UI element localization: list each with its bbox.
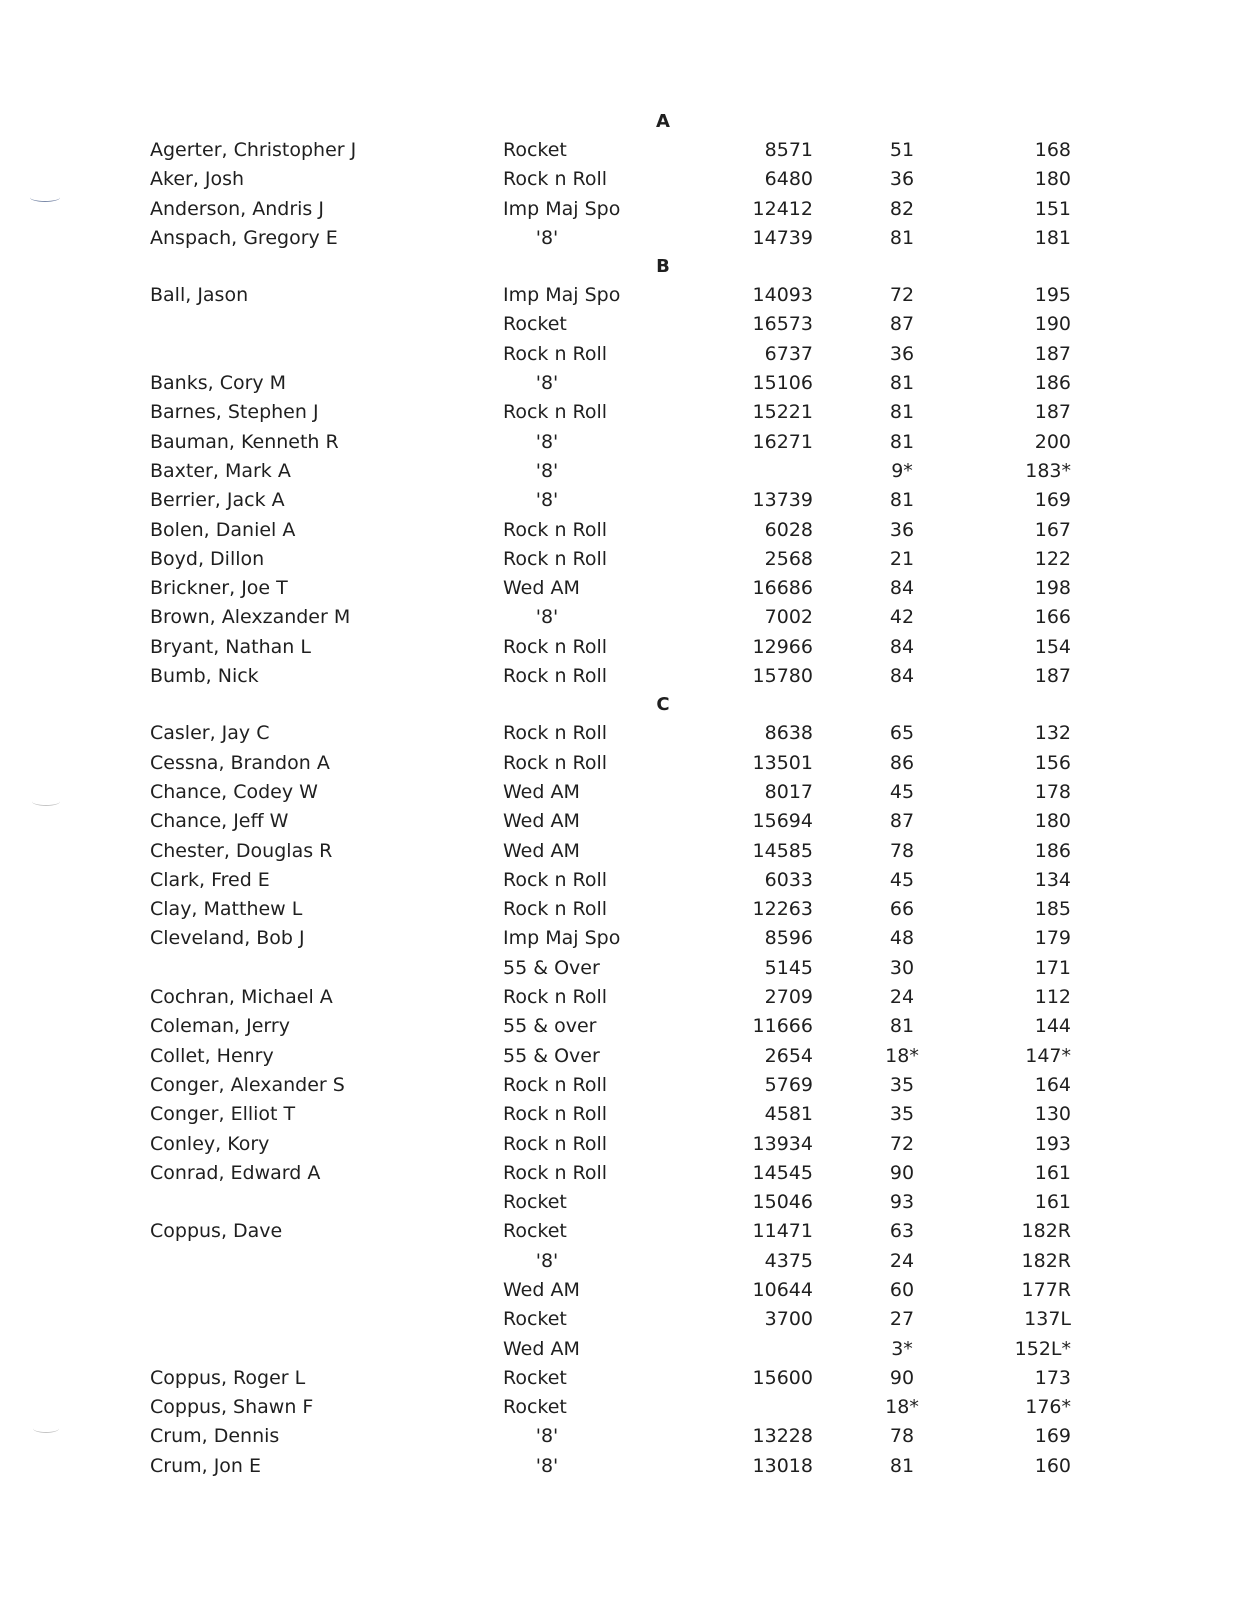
games-count: 93 <box>889 1191 915 1214</box>
league-name: Rock n Roll <box>503 986 608 1009</box>
league-name: Imp Maj Spo <box>503 927 621 950</box>
league-name: 55 & over <box>503 1015 597 1038</box>
league-name: Rocket <box>503 1220 567 1243</box>
total-pins: 11666 <box>752 1015 813 1038</box>
table-row <box>0 983 1245 1012</box>
games-count: 35 <box>889 1103 915 1126</box>
league-name: Rock n Roll <box>503 868 608 891</box>
bowler-name: Barnes, Stephen J <box>150 401 319 424</box>
league-name: Rocket <box>503 1366 567 1389</box>
total-pins: 8571 <box>764 139 813 161</box>
table-row <box>0 924 1245 953</box>
total-pins: 8017 <box>764 780 813 803</box>
league-name: Rock n Roll <box>503 168 608 191</box>
table-row <box>0 224 1245 253</box>
total-pins: 12412 <box>752 197 813 220</box>
total-pins: 8638 <box>764 722 813 745</box>
table-row <box>0 1012 1245 1041</box>
table-row <box>0 662 1245 691</box>
table-row <box>0 1100 1245 1129</box>
total-pins: 14093 <box>752 284 813 307</box>
bowler-name: Coppus, Roger L <box>150 1366 306 1389</box>
league-name: '8' <box>535 1425 559 1448</box>
league-name: Rocket <box>503 139 567 161</box>
table-row <box>0 136 1245 165</box>
games-count: 21 <box>889 547 915 570</box>
table-row <box>0 807 1245 836</box>
total-pins: 2568 <box>764 547 813 570</box>
bowler-name: Conger, Elliot T <box>150 1103 296 1126</box>
total-pins: 16686 <box>752 577 813 600</box>
games-count: 81 <box>889 1015 915 1038</box>
table-row <box>0 866 1245 895</box>
average-value: 144 <box>1034 1015 1071 1038</box>
total-pins: 15694 <box>752 810 813 833</box>
bowler-name: Banks, Cory M <box>150 372 287 395</box>
games-count: 90 <box>889 1366 915 1389</box>
table-row <box>0 1042 1245 1071</box>
games-count: 36 <box>889 518 915 541</box>
league-name: '8' <box>535 1454 559 1477</box>
games-count: 87 <box>889 313 915 336</box>
total-pins: 12966 <box>752 635 813 658</box>
bowler-name: Brickner, Joe T <box>150 577 288 600</box>
league-name: Rocket <box>503 1308 567 1331</box>
league-name: '8' <box>535 372 559 395</box>
table-row <box>0 749 1245 778</box>
average-value: 161 <box>1034 1191 1071 1214</box>
table-row <box>0 545 1245 574</box>
league-name: Rock n Roll <box>503 1103 608 1126</box>
table-row <box>0 516 1245 545</box>
average-value: 151 <box>1034 197 1071 220</box>
league-name: Rock n Roll <box>503 665 608 688</box>
table-row <box>0 1422 1245 1451</box>
total-pins: 14545 <box>752 1161 813 1184</box>
games-count: 87 <box>889 810 915 833</box>
table-row <box>0 1276 1245 1305</box>
bowler-name: Agerter, Christopher J <box>150 139 357 161</box>
average-value: 187 <box>1034 401 1071 424</box>
bowler-name: Bolen, Daniel A <box>150 518 296 541</box>
table-row <box>0 281 1245 310</box>
average-value: 179 <box>1034 927 1071 950</box>
games-count: 60 <box>889 1278 915 1301</box>
bowler-name: Anderson, Andris J <box>150 197 324 220</box>
total-pins: 15106 <box>752 372 813 395</box>
league-name: Wed AM <box>503 577 580 600</box>
games-count: 36 <box>889 342 915 365</box>
league-name: Rock n Roll <box>503 722 608 745</box>
bowler-name: Ball, Jason <box>150 284 249 307</box>
games-count: 18* <box>885 1396 919 1419</box>
average-value: 156 <box>1034 751 1071 774</box>
bowler-name: Cochran, Michael A <box>150 986 333 1009</box>
total-pins: 13228 <box>752 1425 813 1448</box>
average-value: 169 <box>1034 1425 1071 1448</box>
table-row <box>0 1393 1245 1422</box>
bowler-name: Clay, Matthew L <box>150 898 303 921</box>
total-pins: 5145 <box>764 956 813 979</box>
bowler-name: Aker, Josh <box>150 168 245 191</box>
league-name: Rocket <box>503 1191 567 1214</box>
average-value: 132 <box>1034 722 1071 745</box>
section-header <box>0 691 1245 719</box>
league-name: Rock n Roll <box>503 751 608 774</box>
average-value: 122 <box>1034 547 1071 570</box>
average-value: 167 <box>1034 518 1071 541</box>
bowler-name: Baxter, Mark A <box>150 459 291 482</box>
average-value: 186 <box>1034 839 1071 862</box>
total-pins: 4581 <box>764 1103 813 1126</box>
bowler-name: Coleman, Jerry <box>150 1015 290 1038</box>
table-row <box>0 954 1245 983</box>
average-value: 161 <box>1034 1161 1071 1184</box>
table-row <box>0 1188 1245 1217</box>
games-count: 51 <box>889 139 915 161</box>
average-value: 198 <box>1034 577 1071 600</box>
league-name: Imp Maj Spo <box>503 197 621 220</box>
total-pins: 13934 <box>752 1132 813 1155</box>
total-pins: 2654 <box>764 1044 813 1067</box>
games-count: 45 <box>889 868 915 891</box>
table-row <box>0 1305 1245 1334</box>
games-count: 27 <box>889 1308 915 1331</box>
table-row <box>0 486 1245 515</box>
total-pins: 15221 <box>752 401 813 424</box>
total-pins: 7002 <box>764 606 813 629</box>
games-count: 36 <box>889 168 915 191</box>
bowler-name: Cessna, Brandon A <box>150 751 330 774</box>
games-count: 18* <box>885 1044 919 1067</box>
bowler-roster <box>0 108 1245 1481</box>
league-name: Rock n Roll <box>503 898 608 921</box>
bowler-name: Coppus, Dave <box>150 1220 283 1243</box>
table-row <box>0 1071 1245 1100</box>
average-value: 181 <box>1034 226 1071 249</box>
total-pins: 13501 <box>752 751 813 774</box>
bowler-name: Conrad, Edward A <box>150 1161 321 1184</box>
total-pins: 11471 <box>752 1220 813 1243</box>
bowler-name: Cleveland, Bob J <box>150 927 305 950</box>
total-pins: 8596 <box>764 927 813 950</box>
table-row <box>0 633 1245 662</box>
games-count: 3* <box>891 1337 913 1360</box>
average-value: 200 <box>1034 430 1071 453</box>
games-count: 48 <box>889 927 915 950</box>
table-row <box>0 1247 1245 1276</box>
bowler-name: Brown, Alexzander M <box>150 606 351 629</box>
league-name: Rock n Roll <box>503 635 608 658</box>
average-value: 147* <box>1025 1044 1071 1067</box>
average-value: 190 <box>1034 313 1071 336</box>
average-value: 176* <box>1025 1396 1071 1419</box>
average-value: 182R <box>1021 1249 1071 1272</box>
average-value: 152L* <box>1014 1337 1071 1360</box>
bowler-name: Berrier, Jack A <box>150 489 285 512</box>
total-pins: 12263 <box>752 898 813 921</box>
games-count: 84 <box>889 577 915 600</box>
table-row <box>0 369 1245 398</box>
table-row <box>0 1364 1245 1393</box>
table-row <box>0 165 1245 194</box>
average-value: 177R <box>1021 1278 1071 1301</box>
average-value: 182R <box>1021 1220 1071 1243</box>
games-count: 81 <box>889 372 915 395</box>
average-value: 137L <box>1024 1308 1071 1331</box>
section-header <box>0 108 1245 136</box>
table-row <box>0 1452 1245 1481</box>
total-pins: 15600 <box>752 1366 813 1389</box>
table-row <box>0 574 1245 603</box>
bowler-name: Crum, Jon E <box>150 1454 262 1477</box>
league-name: 55 & Over <box>503 1044 600 1067</box>
bowler-name: Chance, Codey W <box>150 780 318 803</box>
average-value: 169 <box>1034 489 1071 512</box>
total-pins: 13739 <box>752 489 813 512</box>
average-value: 186 <box>1034 372 1071 395</box>
table-row <box>0 340 1245 369</box>
total-pins: 15780 <box>752 665 813 688</box>
league-name: 55 & Over <box>503 956 600 979</box>
league-name: Rock n Roll <box>503 1161 608 1184</box>
bowler-name: Casler, Jay C <box>150 722 270 745</box>
table-row <box>0 1335 1245 1364</box>
games-count: 86 <box>889 751 915 774</box>
games-count: 63 <box>889 1220 915 1243</box>
table-row <box>0 719 1245 748</box>
bowler-name: Clark, Fred E <box>150 868 270 891</box>
total-pins: 6480 <box>764 168 813 191</box>
league-name: Wed AM <box>503 839 580 862</box>
games-count: 84 <box>889 635 915 658</box>
games-count: 84 <box>889 665 915 688</box>
average-value: 160 <box>1034 1454 1071 1477</box>
games-count: 78 <box>889 1425 915 1448</box>
games-count: 35 <box>889 1073 915 1096</box>
games-count: 82 <box>889 197 915 220</box>
total-pins: 3700 <box>764 1308 813 1331</box>
bowler-name: Boyd, Dillon <box>150 547 265 570</box>
total-pins: 6737 <box>764 342 813 365</box>
average-value: 166 <box>1034 606 1071 629</box>
total-pins: 14739 <box>752 226 813 249</box>
games-count: 81 <box>889 489 915 512</box>
bowler-name: Chance, Jeff W <box>150 810 289 833</box>
table-row <box>0 398 1245 427</box>
total-pins: 16573 <box>752 313 813 336</box>
games-count: 81 <box>889 1454 915 1477</box>
table-row <box>0 895 1245 924</box>
total-pins: 15046 <box>752 1191 813 1214</box>
league-name: Imp Maj Spo <box>503 284 621 307</box>
average-value: 178 <box>1034 780 1071 803</box>
league-name: Wed AM <box>503 1278 580 1301</box>
bowler-name: Collet, Henry <box>150 1044 274 1067</box>
total-pins: 5769 <box>764 1073 813 1096</box>
league-name: '8' <box>535 606 559 629</box>
league-name: Rock n Roll <box>503 547 608 570</box>
average-value: 195 <box>1034 284 1071 307</box>
table-row <box>0 310 1245 339</box>
league-name: Wed AM <box>503 810 580 833</box>
games-count: 81 <box>889 430 915 453</box>
total-pins: 13018 <box>752 1454 813 1477</box>
games-count: 30 <box>889 956 915 979</box>
average-value: 154 <box>1034 635 1071 658</box>
average-value: 180 <box>1034 168 1071 191</box>
average-value: 183* <box>1025 459 1071 482</box>
table-row <box>0 1130 1245 1159</box>
total-pins: 14585 <box>752 839 813 862</box>
games-count: 66 <box>889 898 915 921</box>
league-name: Rock n Roll <box>503 518 608 541</box>
league-name: Rock n Roll <box>503 1132 608 1155</box>
games-count: 81 <box>889 401 915 424</box>
table-row <box>0 1159 1245 1188</box>
games-count: 45 <box>889 780 915 803</box>
total-pins: 6028 <box>764 518 813 541</box>
league-name: Wed AM <box>503 780 580 803</box>
games-count: 72 <box>889 284 915 307</box>
league-name: Rock n Roll <box>503 1073 608 1096</box>
table-row <box>0 603 1245 632</box>
section-letter: A <box>656 111 670 132</box>
total-pins: 16271 <box>752 430 813 453</box>
average-value: 171 <box>1034 956 1071 979</box>
bowler-name: Crum, Dennis <box>150 1425 280 1448</box>
bowler-name: Bauman, Kenneth R <box>150 430 339 453</box>
games-count: 90 <box>889 1161 915 1184</box>
league-name: Rock n Roll <box>503 342 608 365</box>
league-name: '8' <box>535 459 559 482</box>
games-count: 42 <box>889 606 915 629</box>
games-count: 9* <box>891 459 913 482</box>
average-value: 134 <box>1034 868 1071 891</box>
games-count: 24 <box>889 986 915 1009</box>
table-row <box>0 457 1245 486</box>
average-value: 187 <box>1034 665 1071 688</box>
games-count: 78 <box>889 839 915 862</box>
total-pins: 2709 <box>764 986 813 1009</box>
table-row <box>0 837 1245 866</box>
bowler-name: Conger, Alexander S <box>150 1073 345 1096</box>
average-value: 173 <box>1034 1366 1071 1389</box>
table-row <box>0 1217 1245 1246</box>
section-header <box>0 253 1245 281</box>
section-letter: B <box>656 256 670 278</box>
bowler-name: Coppus, Shawn F <box>150 1396 314 1419</box>
average-value: 130 <box>1034 1103 1071 1126</box>
league-name: Rocket <box>503 1396 567 1419</box>
average-value: 164 <box>1034 1073 1071 1096</box>
average-value: 193 <box>1034 1132 1071 1155</box>
average-value: 187 <box>1034 342 1071 365</box>
league-name: Wed AM <box>503 1337 580 1360</box>
games-count: 65 <box>889 722 915 745</box>
average-value: 168 <box>1034 139 1071 161</box>
league-name: '8' <box>535 489 559 512</box>
league-name: '8' <box>535 226 559 249</box>
league-name: Rocket <box>503 313 567 336</box>
bowler-name: Bumb, Nick <box>150 665 259 688</box>
games-count: 81 <box>889 226 915 249</box>
bowler-name: Bryant, Nathan L <box>150 635 311 658</box>
games-count: 72 <box>889 1132 915 1155</box>
table-row <box>0 195 1245 224</box>
bowler-name: Conley, Kory <box>150 1132 270 1155</box>
total-pins: 10644 <box>752 1278 813 1301</box>
table-row <box>0 428 1245 457</box>
total-pins: 6033 <box>764 868 813 891</box>
games-count: 24 <box>889 1249 915 1272</box>
league-name: '8' <box>535 1249 559 1272</box>
league-name: Rock n Roll <box>503 401 608 424</box>
average-value: 185 <box>1034 898 1071 921</box>
table-row <box>0 778 1245 807</box>
bowler-name: Anspach, Gregory E <box>150 226 338 249</box>
total-pins: 4375 <box>764 1249 813 1272</box>
bowler-name: Chester, Douglas R <box>150 839 333 862</box>
league-name: '8' <box>535 430 559 453</box>
section-letter: C <box>656 694 670 716</box>
average-value: 112 <box>1034 986 1071 1009</box>
average-value: 180 <box>1034 810 1071 833</box>
